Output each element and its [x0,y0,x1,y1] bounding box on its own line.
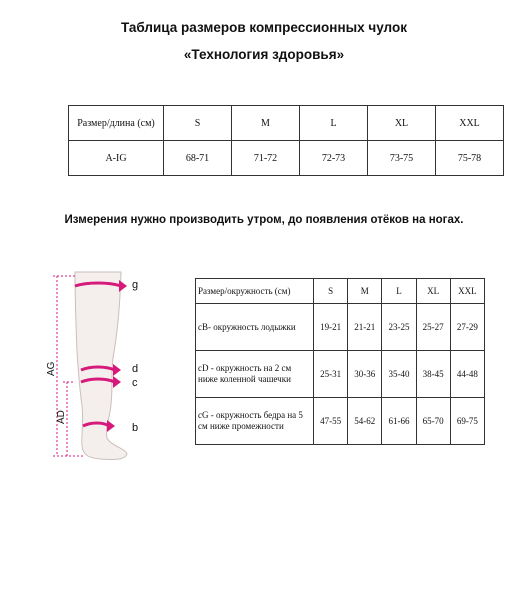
leg-diagram [45,266,155,466]
label-d: d [132,363,139,375]
value-cell: 35-40 [382,351,416,398]
value-cell: 44-48 [450,351,484,398]
label-g: g [132,279,139,291]
size-cell: S [314,279,348,304]
value-cell: 30-36 [348,351,382,398]
row-label-cell: cB- окружность лодыжки [196,304,314,351]
value-cell: 19-21 [314,304,348,351]
length-size-table [68,105,504,176]
value-cell: 27-29 [450,304,484,351]
value-cell: 65-70 [416,398,450,445]
label-ad: AD [56,410,67,424]
size-cell: S [164,106,232,141]
value-cell: 71-72 [232,141,300,176]
table-header-row [69,106,504,141]
header-label-cell: Размер/длина (см) [69,106,164,141]
measurement-note: Измерения нужно производить утром, до появления отёков на ногах. [64,214,464,226]
value-cell: 23-25 [382,304,416,351]
page-subtitle: «Технология здоровья» [183,47,345,62]
size-cell: L [300,106,368,141]
value-cell: 47-55 [314,398,348,445]
value-cell: 25-27 [416,304,450,351]
header-label-cell: Размер/окружность (см) [196,279,314,304]
row-label-cell: cD - окружность на 2 см ниже коленной чашечки [196,351,314,398]
value-cell: 54-62 [348,398,382,445]
table-row [196,304,485,351]
table-row [69,141,504,176]
page-title: Таблица размеров компрессионных чулок [121,20,407,35]
size-cell: XL [368,106,436,141]
girth-size-table [195,278,485,445]
row-label-cell: A-IG [69,141,164,176]
table-row [196,351,485,398]
size-cell: XL [416,279,450,304]
size-cell: XXL [436,106,504,141]
label-b: b [132,422,139,434]
size-cell: L [382,279,416,304]
value-cell: 61-66 [382,398,416,445]
table-row [196,398,485,445]
size-cell: XXL [450,279,484,304]
size-cell: M [232,106,300,141]
value-cell: 21-21 [348,304,382,351]
value-cell: 69-75 [450,398,484,445]
value-cell: 72-73 [300,141,368,176]
size-cell: M [348,279,382,304]
label-ag: AG [46,361,57,376]
table-header-row [196,279,485,304]
value-cell: 38-45 [416,351,450,398]
value-cell: 25-31 [314,351,348,398]
value-cell: 73-75 [368,141,436,176]
row-label-cell: cG - окружность бедра на 5 см ниже промежности [196,398,314,445]
value-cell: 75-78 [436,141,504,176]
value-cell: 68-71 [164,141,232,176]
label-c: c [132,377,138,389]
